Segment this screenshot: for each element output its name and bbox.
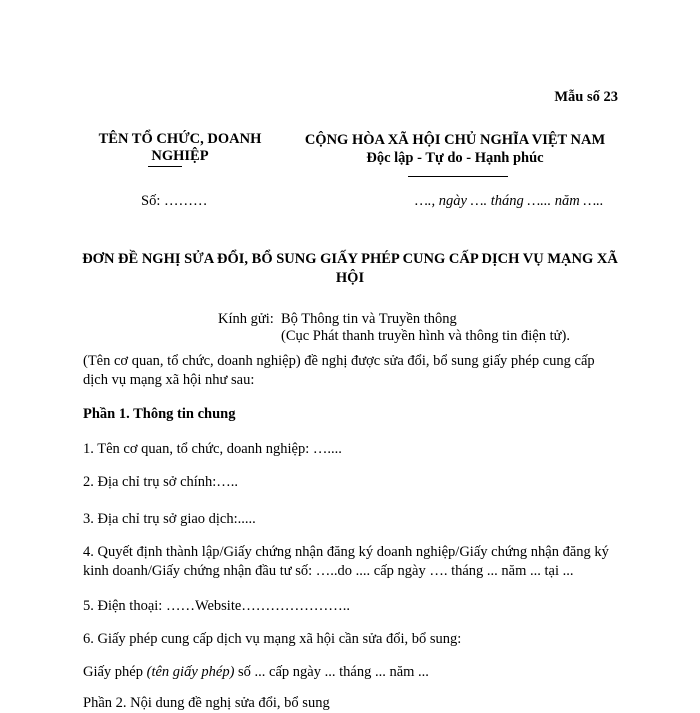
permit-name-placeholder: (tên giấy phép) xyxy=(146,664,235,680)
organization-name-line2: NGHIỆP xyxy=(151,148,209,164)
document-date: …., ngày …. tháng …... năm ….. xyxy=(415,193,604,209)
document-number: Số: ……… xyxy=(141,193,208,209)
national-divider xyxy=(408,176,508,177)
section-1-title: Phần 1. Thông tin chung xyxy=(83,406,236,422)
organization-name xyxy=(60,131,300,165)
section-2-title: Phần 2. Nội dung đề nghị sửa đổi, bổ sung xyxy=(83,695,330,711)
item-transaction-office-address: 3. Địa chỉ trụ sở giao dịch:..... xyxy=(83,511,256,527)
permit-prefix: Giấy phép xyxy=(83,664,147,680)
item-phone-website: 5. Điện thoại: ……Website………………….. xyxy=(83,598,351,614)
permit-details-line xyxy=(83,663,429,682)
item-head-office-address: 2. Địa chỉ trụ sở chính:….. xyxy=(83,474,239,490)
recipient-name: Bộ Thông tin và Truyền thông xyxy=(281,311,457,327)
document-title: ĐƠN ĐỀ NGHỊ SỬA ĐỔI, BỔ SUNG GIẤY PHÉP CUNG CẤP DỊCH VỤ MẠNG XÃ HỘI xyxy=(82,251,618,286)
intro-paragraph: (Tên cơ quan, tổ chức, doanh nghiệp) đề nghị được sửa đổi, bổ sung giấy phép cung cấp dịch vụ mạng xã hội như sau: xyxy=(83,353,595,388)
recipient-label: Kính gửi: xyxy=(218,311,274,327)
item-organization-name: 1. Tên cơ quan, tổ chức, doanh nghiệp: ….... xyxy=(83,441,342,457)
item-license-to-amend: 6. Giấy phép cung cấp dịch vụ mạng xã hội cần sửa đổi, bổ sung: xyxy=(83,631,462,647)
item-establishment-decision: 4. Quyết định thành lập/Giấy chứng nhận đăng ký doanh nghiệp/Giấy chứng nhận đăng ký kinh doanh/Giấy chứng nhận đầu tư số: …..do .... cấp ngày …. tháng ... năm ... tại ... xyxy=(83,544,609,579)
permit-suffix: số ... cấp ngày ... tháng ... năm ... xyxy=(234,664,429,680)
organization-name-line1: TÊN TỔ CHỨC, DOANH xyxy=(98,131,262,147)
recipient-subdivision: (Cục Phát thanh truyền hình và thông tin điện tử). xyxy=(281,328,570,344)
form-number: Mẫu số 23 xyxy=(554,89,618,105)
organization-divider xyxy=(148,166,182,167)
national-motto: Độc lập - Tự do - Hạnh phúc xyxy=(366,150,544,166)
national-title: CỘNG HÒA XÃ HỘI CHỦ NGHĨA VIỆT NAM xyxy=(304,132,606,148)
national-heading xyxy=(275,131,635,167)
